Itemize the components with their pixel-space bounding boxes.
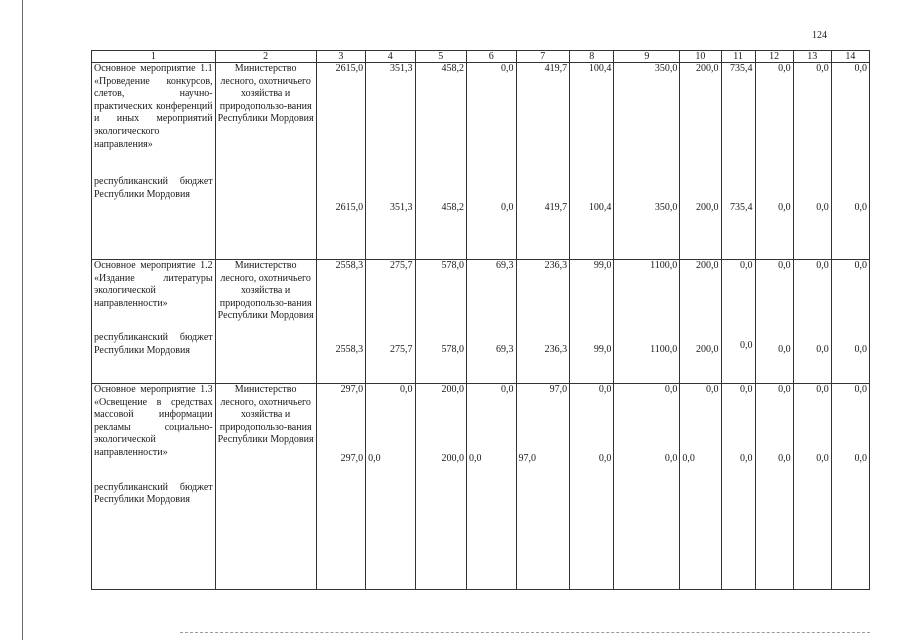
column-header: 5 [415,51,467,63]
value-cell: 69,3 69,3 [467,260,516,384]
column-header: 2 [215,51,316,63]
column-header: 8 [570,51,614,63]
value-cell: 0,0 0,0 [793,63,831,260]
responsible-ministry: Министерство лесного, охотничьего хозяйства и природопользо-вания Республики Мордовия [215,260,316,384]
value-cell: 200,0 200,0 [415,384,467,590]
value-cell: 0,0 0,0 [721,260,755,384]
value-cell: 99,0 99,0 [570,260,614,384]
scan-left-edge-line [22,0,23,640]
column-header: 6 [467,51,516,63]
value-cell: 350,0 350,0 [614,63,680,260]
value-cell: 0,0 0,0 [755,260,793,384]
column-header: 12 [755,51,793,63]
value-cell: 0,0 0,0 [467,63,516,260]
column-header: 14 [831,51,869,63]
value-cell: 0,0 0,0 [570,384,614,590]
value-cell: 0,0 0,0 [614,384,680,590]
value-cell: 351,3 351,3 [366,63,415,260]
value-cell: 200,0 200,0 [680,63,721,260]
responsible-ministry: Министерство лесного, охотничьего хозяйства и природопользо-вания Республики Мордовия [215,384,316,590]
column-header: 4 [366,51,415,63]
value-cell: 735,4 735,4 [721,63,755,260]
value-cell: 0,0 0,0 [680,384,721,590]
column-header: 3 [316,51,365,63]
value-cell: 297,0 297,0 [316,384,365,590]
table-row [92,260,870,384]
column-header: 13 [793,51,831,63]
page-number: 124 [812,30,827,41]
value-cell: 0,0 0,0 [831,384,869,590]
value-cell: 200,0 200,0 [680,260,721,384]
table-header-row [92,51,870,63]
value-cell: 419,7 419,7 [516,63,570,260]
column-header: 7 [516,51,570,63]
value-cell: 0,0 0,0 [366,384,415,590]
responsible-ministry: Министерство лесного, охотничьего хозяйства и природопользо-вания Республики Мордовия [215,63,316,260]
budget-source: республиканский бюджет Республики Мордовия [94,481,213,506]
value-cell: 578,0 578,0 [415,260,467,384]
value-cell: 0,0 0,0 [755,384,793,590]
table-row [92,384,870,590]
value-cell: 0,0 0,0 [755,63,793,260]
column-header: 10 [680,51,721,63]
activity-description-cell [92,260,216,384]
budget-source: республиканский бюджет Республики Мордовия [94,332,213,356]
value-cell: 0,0 0,0 [721,384,755,590]
activity-title: Основное мероприятие 1.2 «Издание литературы экологической направленности» [94,260,213,309]
activity-title: Основное мероприятие 1.1 «Проведение конкурсов, слетов, научно-практических конференций и иных мероприятий экологического направления» [94,63,213,150]
value-cell: 0,0 0,0 [467,384,516,590]
value-cell: 275,7 275,7 [366,260,415,384]
value-cell: 0,0 0,0 [793,384,831,590]
value-cell: 0,0 0,0 [831,63,869,260]
value-cell: 2615,0 2615,0 [316,63,365,260]
value-cell: 2558,3 2558,3 [316,260,365,384]
value-cell: 100,4 100,4 [570,63,614,260]
column-header: 11 [721,51,755,63]
value-cell: 458,2 458,2 [415,63,467,260]
activity-description-cell [92,384,216,590]
value-cell: 236,3 236,3 [516,260,570,384]
table-row [92,63,870,260]
value-cell: 97,0 97,0 [516,384,570,590]
value-cell: 0,0 0,0 [793,260,831,384]
budget-source: республиканский бюджет Республики Мордовия [94,176,213,200]
activity-description-cell [92,63,216,260]
column-header: 1 [92,51,216,63]
activity-title: Основное мероприятие 1.3 «Освещение в средствах массовой информации рекламы социально-экологической направленности» [94,384,213,458]
scan-bottom-marks [180,632,870,634]
value-cell: 1100,0 1100,0 [614,260,680,384]
column-header: 9 [614,51,680,63]
value-cell: 0,0 0,0 [831,260,869,384]
program-activities-table [91,50,870,590]
